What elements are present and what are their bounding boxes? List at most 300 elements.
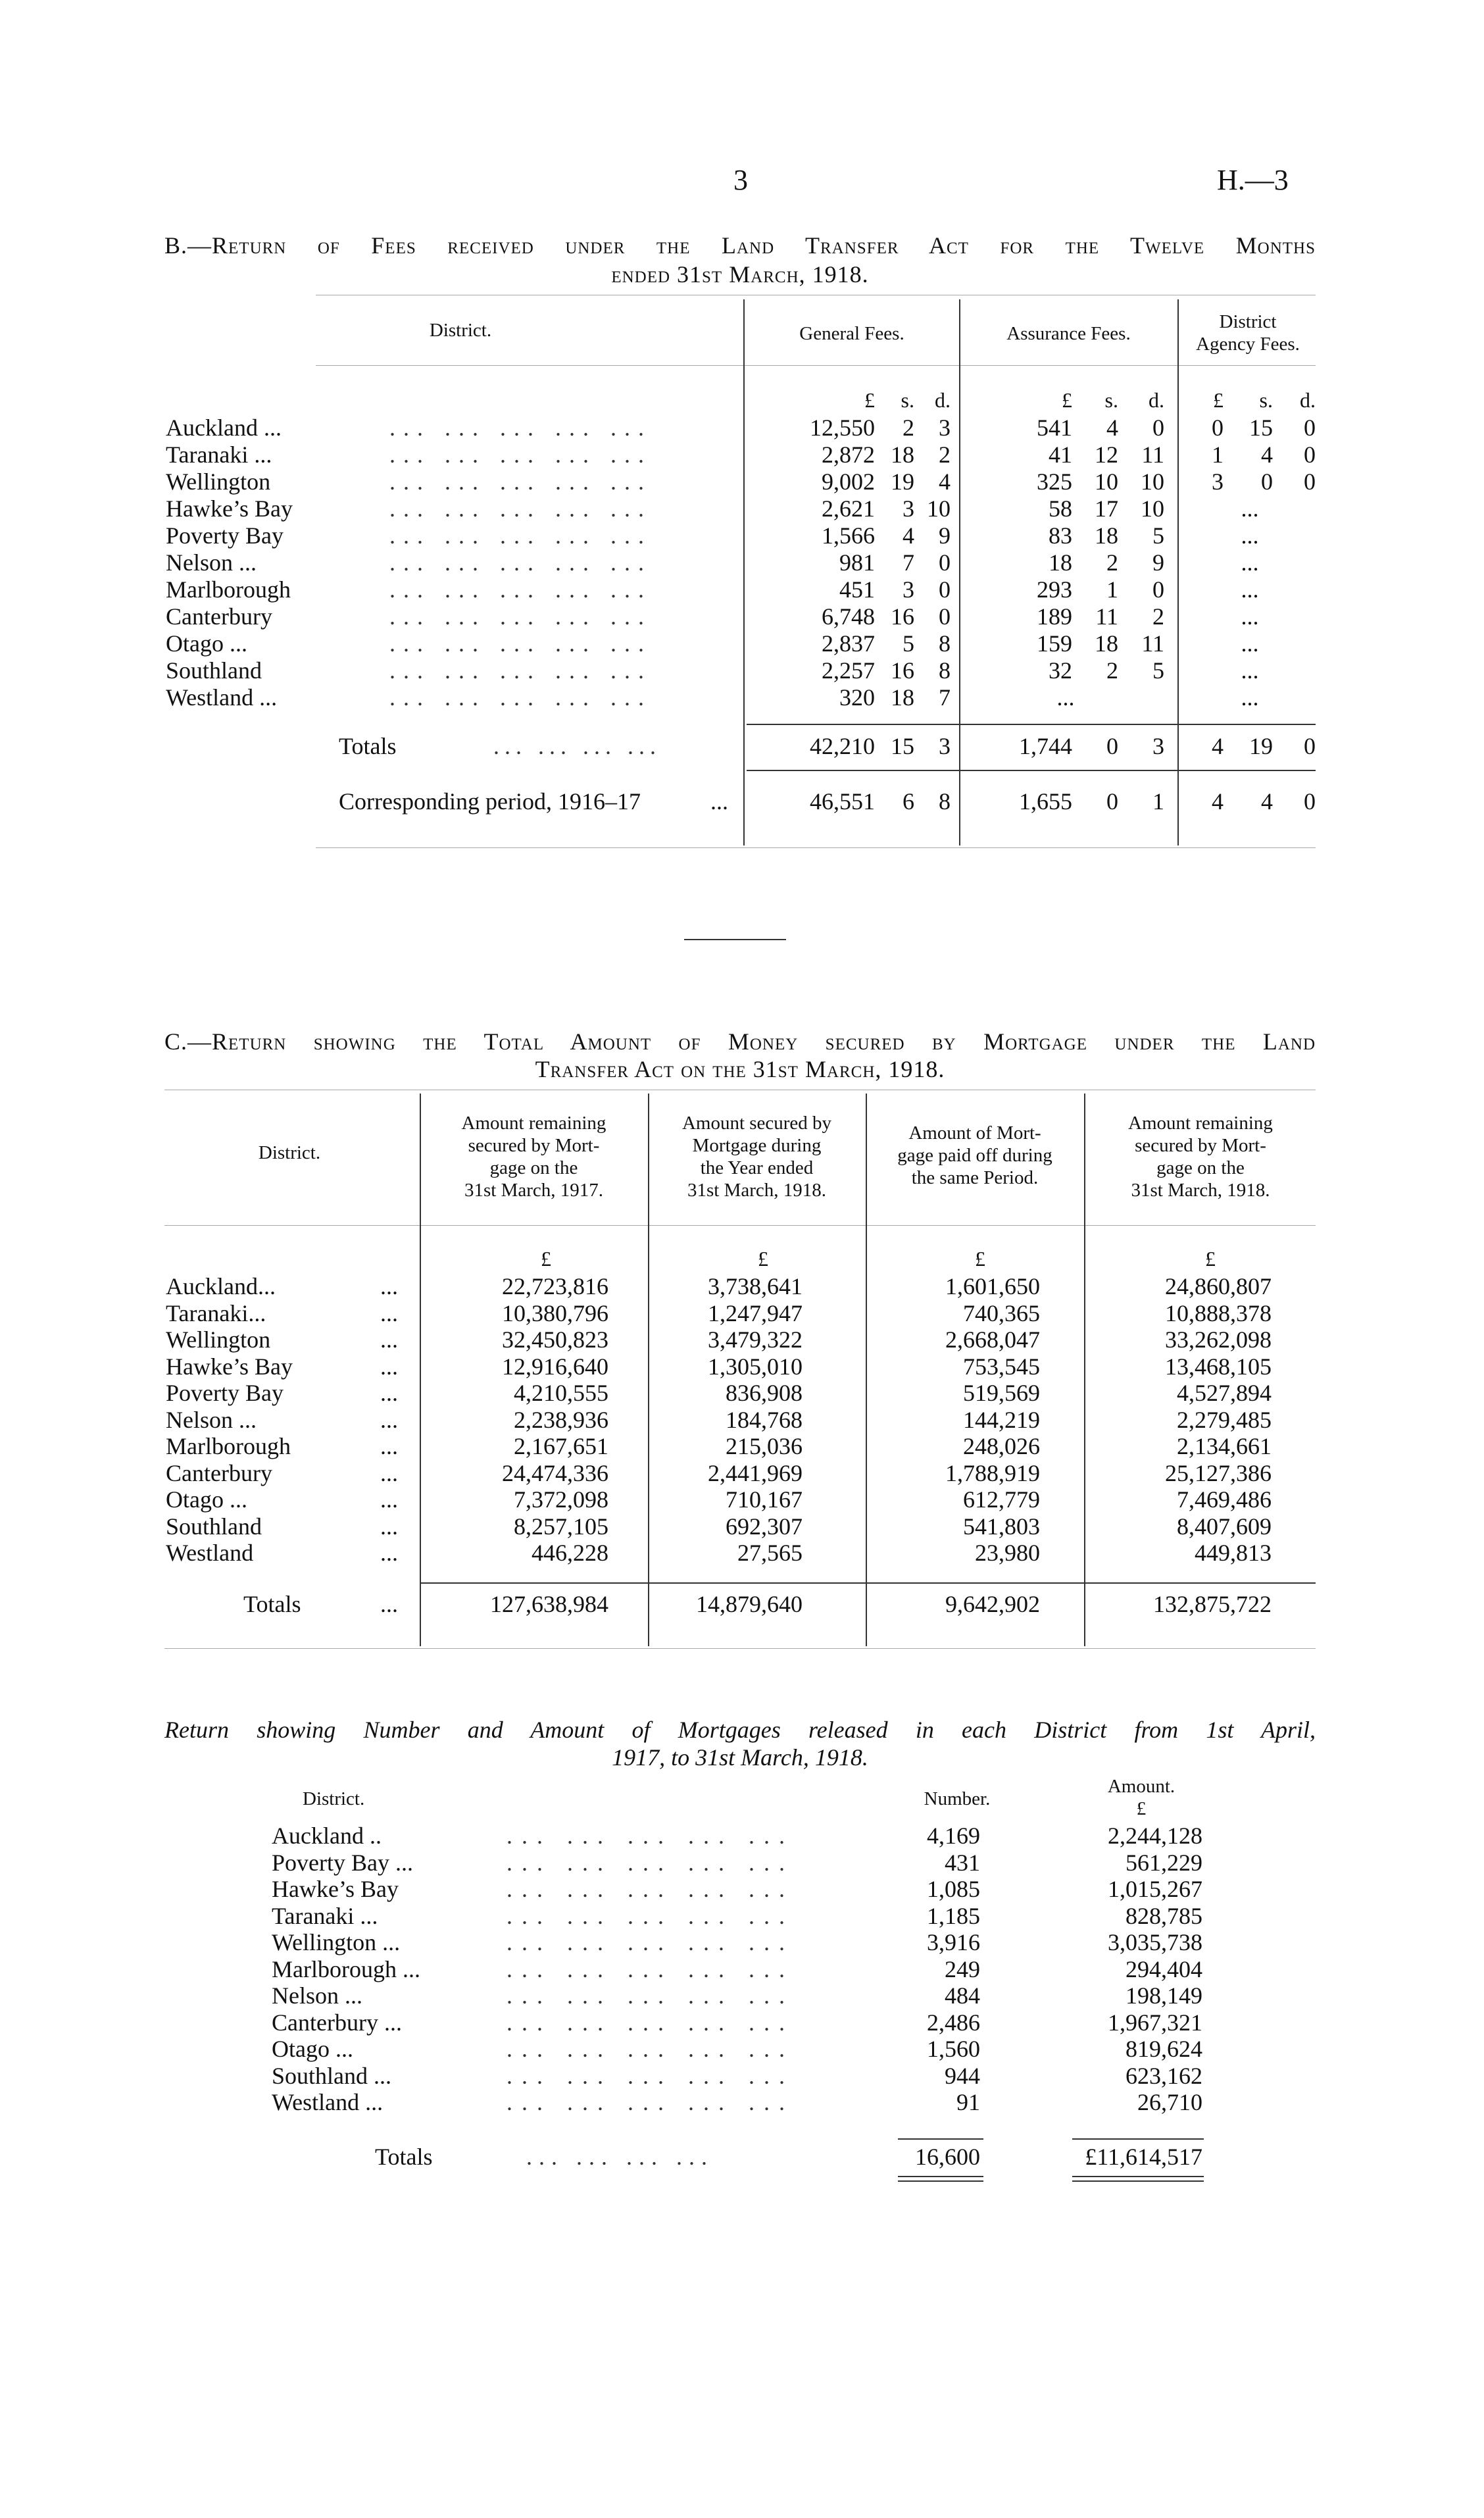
table-row [0,468,1484,495]
c-totals-col2: 14,879,640 [696,1591,803,1617]
mortgage-number: 3,916 [927,1929,980,1955]
leader-dots: ... [380,1433,398,1459]
leader-dots: ... ... ... ... ... [389,549,652,576]
secured-during-year: 27,565 [737,1540,803,1566]
mortgage-amount: 294,404 [1125,1956,1202,1982]
assurance-pence: 0 [1152,415,1164,441]
d-totals-label: Totals [375,2144,433,2170]
assurance-pounds: 58 [1049,495,1072,522]
remaining-1918: 4,527,894 [1177,1380,1272,1406]
agency-empty: ... [1241,576,1259,603]
corresponding-general-pence: 8 [939,788,951,815]
general-shillings: 18 [891,684,914,711]
section-d-amount-unit: £ [1136,1798,1147,1819]
district-name: Poverty Bay ... [272,1850,413,1876]
paid-off: 1,601,650 [945,1273,1040,1299]
corresponding-assurance-pounds: 1,655 [1019,788,1072,815]
mortgage-number: 484 [945,1982,980,2009]
leader-dots: ... [380,1460,398,1486]
section-d-totals-rule-number [898,2138,983,2140]
mortgage-amount: 828,785 [1125,1903,1202,1929]
remaining-1918: 24,860,807 [1165,1273,1272,1299]
assurance-shillings: 10 [1095,468,1118,495]
assurance-shillings: 17 [1095,495,1118,522]
general-pounds: 1,566 [822,522,875,549]
leader-dots: ... ... ... ... ... [507,1982,794,2009]
remaining-1918: 449,813 [1195,1540,1272,1566]
section-b-totals-underline [747,770,1316,771]
general-pence: 2 [939,441,951,468]
general-pence: 4 [939,468,951,495]
assurance-shillings: 12 [1095,441,1118,468]
secured-during-year: 215,036 [726,1433,803,1459]
totals-assurance-pounds: 1,744 [1019,733,1072,759]
assurance-pounds: 325 [1037,468,1072,495]
assurance-shillings: 1 [1106,576,1118,603]
remaining-1918: 33,262,098 [1165,1326,1272,1353]
totals-label: Totals [339,733,397,759]
agency-pound-unit: £ [1213,388,1224,412]
agency-empty: ... [1241,657,1259,684]
c-unit-4: £ [1205,1247,1216,1271]
paid-off: 23,980 [975,1540,1040,1566]
leader-dots: ... ... ... ... ... [389,576,652,603]
assurance-pounds: 32 [1049,657,1072,684]
assurance-shillings: 2 [1106,549,1118,576]
totals-general-pence: 3 [939,733,951,759]
district-name: Marlborough [166,1433,291,1459]
general-shillings: 2 [903,415,914,441]
secured-during-year: 3,479,322 [708,1326,803,1353]
secured-during-year: 692,307 [726,1513,803,1540]
district-name: Taranaki ... [272,1903,378,1929]
remaining-1917: 2,167,651 [514,1433,608,1459]
leader-dots: ... ... ... ... ... [389,630,652,657]
general-shillings: 5 [903,630,914,657]
section-d-double-rule-amount-2 [1072,2180,1204,2182]
general-pence: 7 [939,684,951,711]
general-pounds: 2,257 [822,657,875,684]
section-c-totals-row [0,1591,1484,1618]
table-row [0,1929,1484,1956]
mortgage-amount: 819,624 [1125,2036,1202,2062]
general-shillings: 18 [891,441,914,468]
totals-agency-pounds: 4 [1212,733,1224,759]
general-pounds: 981 [839,549,875,576]
corresponding-assurance-pence: 1 [1152,788,1164,815]
secured-during-year: 3,738,641 [708,1273,803,1299]
table-row [0,684,1484,711]
assurance-pounds: 159 [1037,630,1072,657]
district-name: Westland ... [272,2089,383,2115]
remaining-1918: 7,469,486 [1177,1486,1272,1513]
section-b-title-line1: B.—Return of Fees received under the Land Transfer Act for the Twelve Months [164,232,1316,259]
general-pounds: 2,621 [822,495,875,522]
mortgage-amount: 561,229 [1125,1850,1202,1876]
secured-during-year: 1,247,947 [708,1300,803,1326]
district-name: Southland ... [272,2063,392,2089]
c-totals-col4: 132,875,722 [1153,1591,1272,1617]
header-line: Mortgage during [692,1135,822,1156]
corresponding-label: Corresponding period, 1916–17 [339,788,641,815]
general-pence: 0 [939,576,951,603]
mortgage-amount: 623,162 [1125,2063,1202,2089]
header-line: gage paid off during [897,1145,1052,1166]
assurance-shillings: 18 [1095,522,1118,549]
agency-empty: ... [1241,495,1259,522]
table-row [0,2036,1484,2063]
assurance-shillings: 11 [1095,603,1118,630]
general-shillings: 16 [891,657,914,684]
mortgage-number: 1,185 [927,1903,980,1929]
header-line: Amount secured by [681,1113,832,1134]
document-reference: H.—3 [1217,164,1289,196]
secured-during-year: 2,441,969 [708,1460,803,1486]
general-pounds: 2,872 [822,441,875,468]
agency-shillings: 15 [1249,415,1273,441]
general-pounds: 320 [839,684,875,711]
leader-dots: ... ... ... ... ... [389,441,652,468]
table-row [0,1353,1484,1380]
section-c-header-district: District. [258,1142,321,1163]
section-b-totals-row [0,733,1484,760]
secured-during-year: 836,908 [726,1380,803,1406]
paid-off: 1,788,919 [945,1460,1040,1486]
table-row [0,1850,1484,1876]
agency-pounds: 0 [1212,415,1224,441]
section-b-header-agency-2: Agency Fees. [1196,334,1300,355]
general-shillings: 3 [903,495,914,522]
header-line: Amount of Mort- [908,1122,1041,1144]
agency-shillings: 0 [1261,468,1273,495]
assurance-pence: 0 [1152,576,1164,603]
paid-off: 740,365 [963,1300,1040,1326]
section-b-corresponding-row [0,788,1484,815]
leader-dots: ... [380,1353,398,1380]
table-row [0,1273,1484,1300]
section-c-header-col1 [421,1112,647,1201]
leader-dots: ... [380,1540,398,1566]
mortgage-amount: 1,967,321 [1108,2009,1202,2036]
totals-agency-pence: 0 [1304,733,1316,759]
section-b-title-line2: ended 31st March, 1918. [611,261,869,288]
general-pence: 8 [939,657,951,684]
gen-d-unit: d. [935,388,951,412]
c-unit-1: £ [541,1247,551,1271]
general-pounds: 6,748 [822,603,875,630]
district-name: Taranaki ... [166,441,272,468]
paid-off: 248,026 [963,1433,1040,1459]
leader-dots: ... [380,1407,398,1433]
assurance-pence: 2 [1152,603,1164,630]
page-number: 3 [733,164,748,196]
header-line: 31st March, 1917. [464,1180,604,1201]
header-line: gage on the [1156,1157,1245,1178]
header-line: 31st March, 1918. [687,1180,827,1201]
section-d-double-rule-number-2 [898,2180,983,2182]
remaining-1918: 8,407,609 [1177,1513,1272,1540]
mortgage-number: 944 [945,2063,980,2089]
section-separator [684,939,786,940]
paid-off: 541,803 [963,1513,1040,1540]
section-b-header-district: District. [429,320,492,341]
table-row [0,576,1484,603]
mortgage-number: 2,486 [927,2009,980,2036]
section-b-header-assurance: Assurance Fees. [1006,323,1131,344]
d-totals-number: 16,600 [915,2144,980,2170]
gen-s-unit: s. [901,388,914,412]
table-row [0,1433,1484,1460]
district-name: Canterbury [166,603,272,630]
table-row [0,1300,1484,1327]
assurance-pounds: 18 [1049,549,1072,576]
table-row [0,1380,1484,1407]
assurance-shillings: 2 [1106,657,1118,684]
section-b-header-agency-1: District [1219,311,1277,332]
general-pence: 9 [939,522,951,549]
general-shillings: 19 [891,468,914,495]
table-row [0,1903,1484,1930]
district-name: Canterbury ... [272,2009,402,2036]
district-name: Wellington ... [272,1929,401,1955]
leader-dots: ... ... ... ... ... [507,2063,794,2089]
d-totals-amount: £11,614,517 [1085,2144,1202,2170]
leader-dots: ... ... ... ... ... [507,1903,794,1929]
section-d-double-rule-number-1 [898,2176,983,2177]
leader-dots: ... ... ... ... ... [507,2009,794,2036]
general-pounds: 2,837 [822,630,875,657]
section-b-header-general: General Fees. [799,323,904,344]
section-c-header-col2 [649,1112,864,1201]
district-name: Wellington [166,1326,271,1353]
general-pence: 8 [939,630,951,657]
leader-dots: ... [380,1326,398,1353]
assurance-pounds: 541 [1037,415,1072,441]
general-pence: 10 [927,495,951,522]
agency-pounds: 3 [1212,468,1224,495]
assurance-pence: 5 [1152,657,1164,684]
district-name: Nelson ... [166,549,257,576]
header-line: gage on the [489,1157,578,1178]
agency-empty: ... [1241,630,1259,657]
leader-dots: ... ... ... ... ... [507,1876,794,1902]
c-totals-col3: 9,642,902 [945,1591,1040,1617]
leader-dots: ... ... ... ... ... [507,1929,794,1955]
agency-empty: ... [1241,603,1259,630]
table-row [0,603,1484,630]
header-line: Amount remaining [1128,1113,1273,1134]
agency-pence: 0 [1304,441,1316,468]
assurance-pounds: 41 [1049,441,1072,468]
agency-empty: ... [1241,522,1259,549]
assurance-pounds: 189 [1037,603,1072,630]
remaining-1917: 8,257,105 [514,1513,608,1540]
section-b-header-rule [316,365,1316,366]
mortgage-number: 91 [956,2089,980,2115]
d-totals-leader: ... ... ... ... [526,2144,714,2170]
table-row [0,1407,1484,1434]
district-name: Otago ... [272,2036,353,2062]
c-totals-label: Totals [243,1591,301,1617]
mortgage-amount: 26,710 [1137,2089,1202,2115]
agency-shillings: 4 [1261,441,1273,468]
remaining-1918: 2,279,485 [1177,1407,1272,1433]
leader-dots: ... [380,1486,398,1513]
general-pence: 0 [939,603,951,630]
section-c-header-col4 [1085,1112,1316,1201]
mortgage-number: 1,085 [927,1876,980,1902]
table-row [0,1956,1484,1983]
leader-dots: ... ... ... ... ... [389,415,652,441]
table-row [0,1982,1484,2009]
c-unit-3: £ [975,1247,985,1271]
table-row [0,1876,1484,1903]
remaining-1917: 4,210,555 [514,1380,608,1406]
table-row [0,415,1484,441]
district-name: Nelson ... [166,1407,257,1433]
corresponding-general-pounds: 46,551 [810,788,875,815]
corresponding-agency-pounds: 4 [1212,788,1224,815]
mortgage-number: 249 [945,1956,980,1982]
section-d-totals-rule-amount [1072,2138,1204,2140]
general-shillings: 4 [903,522,914,549]
ass-d-unit: d. [1149,388,1164,412]
table-row [0,549,1484,576]
remaining-1918: 10,888,378 [1165,1300,1272,1326]
table-row [0,2089,1484,2116]
remaining-1918: 13,468,105 [1165,1353,1272,1380]
district-name: Westland ... [166,684,278,711]
mortgage-amount: 2,244,128 [1108,1823,1202,1849]
district-name: Otago ... [166,630,247,657]
remaining-1917: 7,372,098 [514,1486,608,1513]
section-c-bottom-rule [164,1648,1316,1649]
table-row [0,1513,1484,1540]
agency-s-unit: s. [1259,388,1273,412]
header-line: Amount remaining [461,1113,606,1134]
table-row [0,1326,1484,1353]
assurance-pence: 9 [1152,549,1164,576]
district-name: Auckland ... [166,415,282,441]
gen-pound-unit: £ [864,388,875,412]
section-d-double-rule-amount-1 [1072,2176,1204,2177]
c-unit-2: £ [758,1247,768,1271]
secured-during-year: 1,305,010 [708,1353,803,1380]
district-name: Otago ... [166,1486,247,1513]
leader-dots: ... ... ... ... ... [389,495,652,522]
section-c-header-col3 [867,1122,1083,1189]
assurance-pence: 10 [1141,495,1164,522]
header-line: secured by Mort- [468,1135,600,1156]
section-c-title-line1: C.—Return showing the Total Amount of Money secured by Mortgage under the Land [164,1028,1316,1055]
mortgage-number: 431 [945,1850,980,1876]
section-d-header-amount: Amount. [1107,1776,1175,1797]
remaining-1917: 10,380,796 [502,1300,608,1326]
remaining-1917: 12,916,640 [502,1353,608,1380]
assurance-shillings: 4 [1106,415,1118,441]
district-name: Marlborough [166,576,291,603]
agency-empty: ... [1241,684,1259,711]
c-totals-leader: ... [380,1591,398,1617]
remaining-1917: 32,450,823 [502,1326,608,1353]
mortgage-amount: 198,149 [1125,1982,1202,2009]
table-row [0,630,1484,657]
leader-dots: ... ... ... ... ... [389,684,652,711]
section-c-header-rule [164,1225,1316,1226]
table-row [0,441,1484,468]
corresponding-assurance-shillings: 0 [1106,788,1118,815]
paid-off: 2,668,047 [945,1326,1040,1353]
leader-dots: ... ... ... ... ... [389,468,652,495]
agency-d-unit: d. [1300,388,1316,412]
corresponding-leader: ... [710,788,728,815]
ass-pound-unit: £ [1062,388,1072,412]
paid-off: 519,569 [963,1380,1040,1406]
general-pounds: 9,002 [822,468,875,495]
district-name: Poverty Bay [166,522,284,549]
remaining-1918: 2,134,661 [1177,1433,1272,1459]
table-row [0,1486,1484,1513]
district-name: Wellington [166,468,271,495]
corresponding-agency-pence: 0 [1304,788,1316,815]
mortgage-amount: 1,015,267 [1108,1876,1202,1902]
section-c-title-line2: Transfer Act on the 31st March, 1918. [535,1056,945,1082]
remaining-1917: 24,474,336 [502,1460,608,1486]
header-line: the Year ended [700,1157,814,1178]
assurance-pence: 11 [1141,441,1164,468]
section-d-header-number: Number. [924,1788,991,1809]
district-name: Hawke’s Bay [272,1876,399,1902]
header-line: the same Period. [911,1167,1039,1188]
totals-general-pounds: 42,210 [810,733,875,759]
remaining-1917: 446,228 [532,1540,608,1566]
district-name: Canterbury [166,1460,272,1486]
header-line: 31st March, 1918. [1131,1180,1270,1201]
corresponding-agency-shillings: 4 [1261,788,1273,815]
agency-pounds: 1 [1212,441,1224,468]
leader-dots: ... ... ... ... ... [507,1850,794,1876]
assurance-pounds: 293 [1037,576,1072,603]
table-row [0,1823,1484,1850]
paid-off: 753,545 [963,1353,1040,1380]
secured-during-year: 710,167 [726,1486,803,1513]
remaining-1917: 2,238,936 [514,1407,608,1433]
totals-general-shillings: 15 [891,733,914,759]
mortgage-number: 1,560 [927,2036,980,2062]
leader-dots: ... ... ... ... ... [507,1956,794,1982]
agency-pence: 0 [1304,415,1316,441]
leader-dots: ... [380,1513,398,1540]
totals-leader: ... ... ... ... [493,733,661,759]
district-name: Westland [166,1540,254,1566]
table-row [0,2009,1484,2036]
table-row [0,657,1484,684]
general-shillings: 3 [903,576,914,603]
general-pounds: 451 [839,576,875,603]
general-pence: 0 [939,549,951,576]
remaining-1918: 25,127,386 [1165,1460,1272,1486]
table-row [0,1460,1484,1487]
corresponding-general-shillings: 6 [903,788,914,815]
leader-dots: ... [380,1273,398,1299]
district-name: Auckland .. [272,1823,382,1849]
district-name: Marlborough ... [272,1956,420,1982]
general-shillings: 16 [891,603,914,630]
section-d-title-line1: Return showing Number and Amount of Mortgages released in each District from 1st April, [164,1717,1316,1743]
table-row [0,2063,1484,2090]
paid-off: 144,219 [963,1407,1040,1433]
section-d-header-district: District. [303,1788,365,1809]
